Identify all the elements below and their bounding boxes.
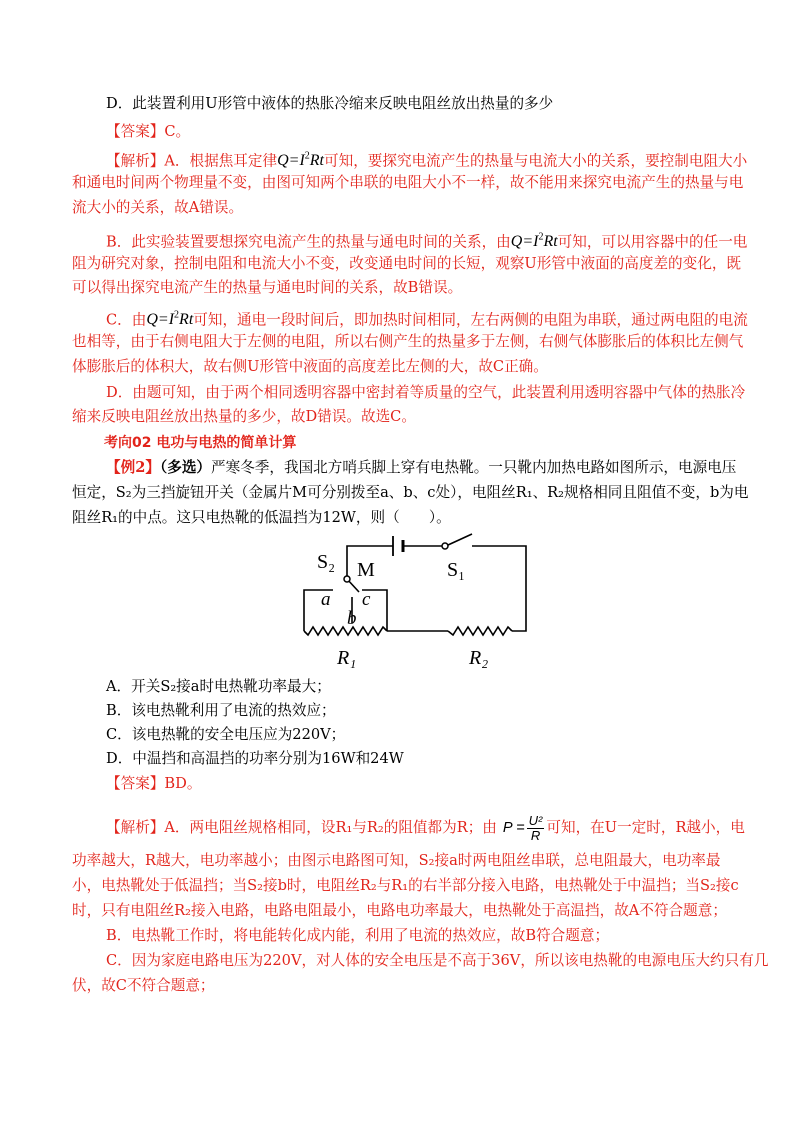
formula-numerator: U² <box>528 812 543 828</box>
answer-value: BD。 <box>164 775 202 792</box>
example-label: 【例2】 <box>106 459 160 476</box>
analysis-1-line-a2: 和通电时间两个物理量不变，由图可知两个串联的电阻大小不一样，故不能用来探究电流产生的热量与电 <box>72 174 744 191</box>
power-formula-lhs: P = <box>502 820 525 836</box>
switch-s1-blade <box>448 534 472 545</box>
analysis-1-line-c3: 体膨胀后的体积大，故右侧U形管中液面的高度差比左侧的大，故C正确。 <box>72 358 548 375</box>
label-s1: S₁ <box>447 559 466 581</box>
analysis-1-line-c1 <box>106 306 748 330</box>
analysis-text: A．两电阻丝规格相同，设R₁与R₂的阻值都为R；由 <box>164 819 497 836</box>
analysis-1-line-b3: 可以得出探究电流产生的热量与通电时间的关系，故B错误。 <box>72 279 463 296</box>
analysis-2-line-a3: 小，电热靴处于低温挡；当S₂接b时，电阻丝R₂与R₁的右半部分接入电路，电热靴处于中温挡；当S₂接c <box>72 877 739 894</box>
analysis-1-line-d2: 缩来反映电阻丝放出热量的多少，故D错误。故选C。 <box>72 408 416 425</box>
analysis-1-line-b1 <box>106 228 747 252</box>
label-b: b <box>347 608 357 629</box>
analysis-label: 【解析】 <box>106 819 165 836</box>
analysis-text: 可知，通电一段时间后，即加热时间相同，左右两侧的电阻为串联，通过两电阻的电流 <box>193 311 748 329</box>
answer-label: 【答案】 <box>106 775 165 792</box>
answer-label: 【答案】 <box>106 123 165 140</box>
option-d: D．中温挡和高温挡的功率分别为16W和24W <box>106 750 404 767</box>
label-s2: S₂ <box>317 551 336 573</box>
example-text: 严寒冬季，我国北方哨兵脚上穿有电热靴。一只靴内加热电路如图所示，电源电压 <box>211 459 737 476</box>
answer-value: C。 <box>164 123 191 140</box>
answer-1 <box>106 122 190 142</box>
analysis-2-line-c1: C．因为家庭电路电压为220V，对人体的安全电压是不高于36V，所以该电热靴的电源电压大约只有几 <box>106 952 769 969</box>
switch-s2-pivot <box>344 576 350 582</box>
example-tag: （多选） <box>159 459 212 476</box>
option-a: A．开关S₂接a时电热靴功率最大； <box>106 678 331 695</box>
analysis-text: C．由 <box>106 311 147 329</box>
analysis-2-line-c2: 伏，故C不符合题意； <box>72 977 215 994</box>
analysis-text: A．根据焦耳定律 <box>164 152 278 170</box>
example-2-line3: 阻丝R₁的中点。这只电热靴的低温挡为12W，则（ ）。 <box>72 509 451 526</box>
analysis-1-line-a1 <box>106 147 747 171</box>
analysis-2-line-b: B．电热靴工作时，将电能转化成内能，利用了电流的热效应，故B符合题意； <box>106 927 610 944</box>
analysis-2-line-a2: 功率越大，R越大，电功率越小；由图示电路图可知，S₂接a时两电阻丝串联，总电阻最大，电功率最 <box>72 852 721 869</box>
label-a: a <box>321 589 331 610</box>
label-r1: R₁ <box>337 647 357 669</box>
option-d-text: D．此装置利用U形管中液体的热胀冷缩来反映电阻丝放出热量的多少 <box>106 95 554 112</box>
power-formula-fraction <box>527 814 545 843</box>
example-2-line1 <box>106 458 736 478</box>
analysis-1-line-c2: 也相等，由于右侧电阻大于左侧的电阻，所以右侧产生的热量多于左侧，右侧气体膨胀后的体积比左侧气 <box>72 333 744 350</box>
analysis-text: 可知，要探究电流产生的热量与电流大小的关系，要控制电阻大小 <box>324 152 748 170</box>
answer-2 <box>106 774 201 794</box>
resistor-r2 <box>448 627 512 635</box>
analysis-label: 【解析】 <box>106 152 165 170</box>
joule-law-formula: $Q=I^2Rt$ <box>510 232 558 251</box>
joule-law-formula: $Q=I^2Rt$ <box>277 151 324 170</box>
circuit-diagram <box>290 530 550 675</box>
analysis-2-line-a4: 时，只有电阻丝R₂接入电路，电路电阻最小，电路电功率最大，电热靴处于高温挡，故A不符合题意； <box>72 902 727 919</box>
analysis-text: 可知，可以用容器中的任一电 <box>557 233 748 251</box>
analysis-1-line-d1: D．由题可知，由于两个相同透明容器中密封着等质量的空气，此装置利用透明容器中气体的热胀冷 <box>106 384 746 401</box>
analysis-1-line-b2: 阻为研究对象，控制电阻和电流大小不变，改变通电时间的长短，观察U形管中液面的高度差的变化，既 <box>72 255 742 272</box>
analysis-text: 可知，在U一定时，R越小，电 <box>546 819 745 836</box>
analysis-2-line-a1 <box>106 812 745 844</box>
analysis-1-line-a3: 流大小的关系，故A错误。 <box>72 199 244 216</box>
formula-denominator: R <box>530 827 541 843</box>
joule-law-formula: $Q=I^2Rt$ <box>146 310 194 329</box>
example-2-line2: 恒定，S₂为三挡旋钮开关（金属片M可分别拨至a、b、c处），电阻丝R₁、R₂规格相同且阻值不变，b为电 <box>72 484 749 501</box>
label-c: c <box>362 589 371 610</box>
option-b: B．该电热靴利用了电流的热效应； <box>106 702 336 719</box>
switch-s1-pivot <box>442 543 448 549</box>
wire <box>472 546 526 631</box>
label-m: M <box>357 559 375 581</box>
section-heading: 考向02 电功与电热的简单计算 <box>104 435 297 451</box>
option-c: C．该电热靴的安全电压应为220V； <box>106 726 346 743</box>
label-r2: R₂ <box>469 647 489 669</box>
analysis-text: B．此实验装置要想探究电流产生的热量与通电时间的关系，由 <box>106 233 511 251</box>
resistor-r1 <box>304 627 387 635</box>
